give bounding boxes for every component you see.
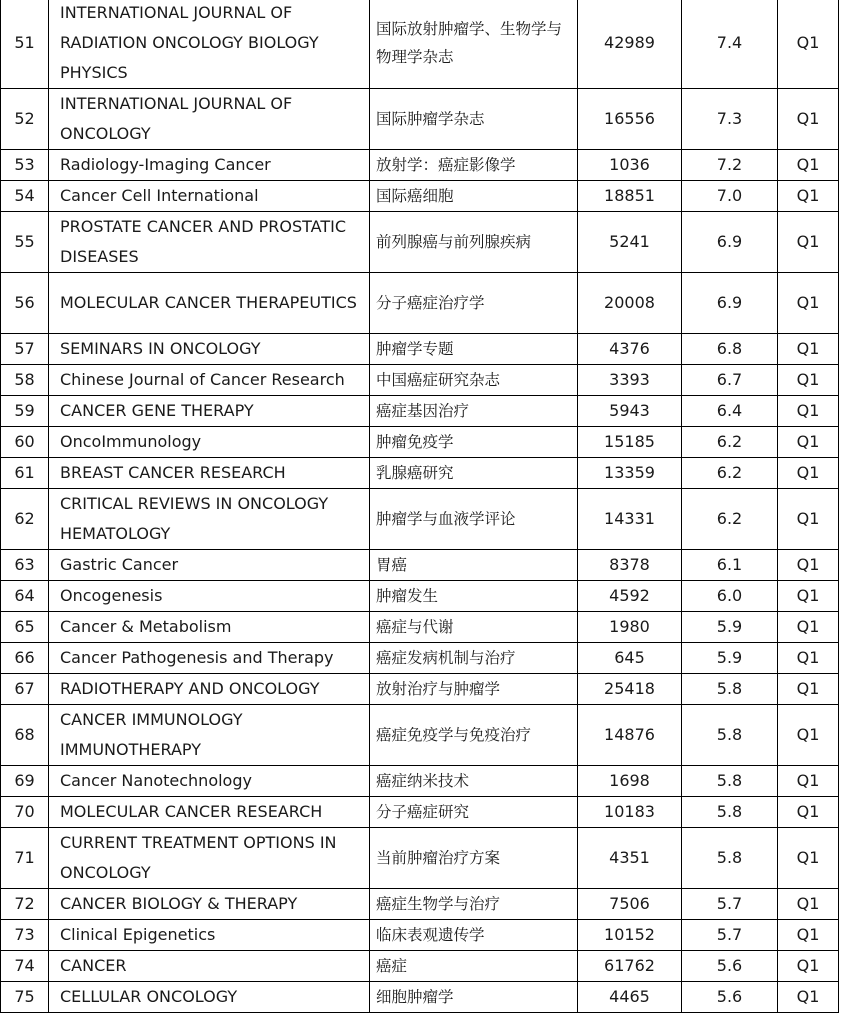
row-number: 57 (1, 334, 49, 365)
row-number: 75 (1, 982, 49, 1013)
jcr-quartile: Q1 (778, 612, 839, 643)
journal-title: CANCER BIOLOGY & THERAPY (49, 889, 370, 920)
journal-chinese-title: 放射学：癌症影像学 (370, 150, 578, 181)
row-number: 73 (1, 920, 49, 951)
jcr-quartile: Q1 (778, 920, 839, 951)
journal-chinese-title: 临床表观遗传学 (370, 920, 578, 951)
citation-count: 42989 (578, 0, 682, 89)
impact-factor: 5.8 (682, 766, 778, 797)
row-number: 71 (1, 828, 49, 889)
citation-count: 25418 (578, 674, 682, 705)
journal-chinese-title: 癌症发病机制与治疗 (370, 643, 578, 674)
journal-title: MOLECULAR CANCER THERAPEUTICS (49, 273, 370, 334)
journal-title: CANCER (49, 951, 370, 982)
journal-title: RADIOTHERAPY AND ONCOLOGY (49, 674, 370, 705)
impact-factor: 5.8 (682, 674, 778, 705)
impact-factor: 5.8 (682, 828, 778, 889)
citation-count: 14331 (578, 489, 682, 550)
impact-factor: 5.7 (682, 920, 778, 951)
jcr-quartile: Q1 (778, 365, 839, 396)
jcr-quartile: Q1 (778, 458, 839, 489)
journal-chinese-title: 癌症基因治疗 (370, 396, 578, 427)
citation-count: 645 (578, 643, 682, 674)
impact-factor: 6.0 (682, 581, 778, 612)
row-number: 68 (1, 705, 49, 766)
jcr-quartile: Q1 (778, 705, 839, 766)
journal-chinese-title: 乳腺癌研究 (370, 458, 578, 489)
impact-factor: 5.7 (682, 889, 778, 920)
impact-factor: 5.9 (682, 612, 778, 643)
impact-factor: 5.8 (682, 705, 778, 766)
table-row (1, 951, 839, 982)
jcr-quartile: Q1 (778, 273, 839, 334)
jcr-quartile: Q1 (778, 581, 839, 612)
row-number: 51 (1, 0, 49, 89)
table-row (1, 334, 839, 365)
impact-factor: 6.9 (682, 212, 778, 273)
citation-count: 13359 (578, 458, 682, 489)
jcr-quartile: Q1 (778, 150, 839, 181)
citation-count: 4376 (578, 334, 682, 365)
table-row (1, 212, 839, 273)
journal-chinese-title: 癌症生物学与治疗 (370, 889, 578, 920)
table-row (1, 396, 839, 427)
jcr-quartile: Q1 (778, 89, 839, 150)
table-row (1, 674, 839, 705)
journal-title: Radiology-Imaging Cancer (49, 150, 370, 181)
citation-count: 10183 (578, 797, 682, 828)
table-row (1, 643, 839, 674)
jcr-quartile: Q1 (778, 766, 839, 797)
impact-factor: 7.3 (682, 89, 778, 150)
row-number: 60 (1, 427, 49, 458)
journal-title: Cancer Pathogenesis and Therapy (49, 643, 370, 674)
impact-factor: 6.7 (682, 365, 778, 396)
journal-title: Oncogenesis (49, 581, 370, 612)
row-number: 62 (1, 489, 49, 550)
row-number: 74 (1, 951, 49, 982)
impact-factor: 6.2 (682, 427, 778, 458)
journal-title: Cancer Nanotechnology (49, 766, 370, 797)
journal-title: INTERNATIONAL JOURNAL OF ONCOLOGY (49, 89, 370, 150)
impact-factor: 6.4 (682, 396, 778, 427)
citation-count: 16556 (578, 89, 682, 150)
row-number: 72 (1, 889, 49, 920)
table-row (1, 365, 839, 396)
citation-count: 4465 (578, 982, 682, 1013)
row-number: 69 (1, 766, 49, 797)
journal-title: INTERNATIONAL JOURNAL OF RADIATION ONCOLOGY BIOLOGY PHYSICS (49, 0, 370, 89)
table-row (1, 489, 839, 550)
impact-factor: 7.0 (682, 181, 778, 212)
journal-title: PROSTATE CANCER AND PROSTATIC DISEASES (49, 212, 370, 273)
citation-count: 61762 (578, 951, 682, 982)
impact-factor: 5.6 (682, 951, 778, 982)
journal-chinese-title: 胃癌 (370, 550, 578, 581)
table-row (1, 550, 839, 581)
row-number: 54 (1, 181, 49, 212)
journal-chinese-title: 癌症免疫学与免疫治疗 (370, 705, 578, 766)
citation-count: 3393 (578, 365, 682, 396)
table-row (1, 427, 839, 458)
citation-count: 8378 (578, 550, 682, 581)
journal-title: CELLULAR ONCOLOGY (49, 982, 370, 1013)
table-row (1, 982, 839, 1013)
table-row (1, 273, 839, 334)
journal-chinese-title: 前列腺癌与前列腺疾病 (370, 212, 578, 273)
jcr-quartile: Q1 (778, 951, 839, 982)
impact-factor: 5.9 (682, 643, 778, 674)
journal-chinese-title: 癌症 (370, 951, 578, 982)
jcr-quartile: Q1 (778, 212, 839, 273)
impact-factor: 7.2 (682, 150, 778, 181)
jcr-quartile: Q1 (778, 643, 839, 674)
journal-title: Cancer Cell International (49, 181, 370, 212)
jcr-quartile: Q1 (778, 489, 839, 550)
impact-factor: 6.1 (682, 550, 778, 581)
journal-chinese-title: 分子癌症治疗学 (370, 273, 578, 334)
citation-count: 1980 (578, 612, 682, 643)
table-row (1, 150, 839, 181)
citation-count: 7506 (578, 889, 682, 920)
table-row (1, 889, 839, 920)
table-row (1, 920, 839, 951)
jcr-quartile: Q1 (778, 550, 839, 581)
jcr-quartile: Q1 (778, 396, 839, 427)
table-row (1, 89, 839, 150)
journal-title: Clinical Epigenetics (49, 920, 370, 951)
row-number: 67 (1, 674, 49, 705)
table-row (1, 828, 839, 889)
journal-title: SEMINARS IN ONCOLOGY (49, 334, 370, 365)
journal-chinese-title: 肿瘤学与血液学评论 (370, 489, 578, 550)
row-number: 58 (1, 365, 49, 396)
journal-chinese-title: 当前肿瘤治疗方案 (370, 828, 578, 889)
journal-chinese-title: 国际放射肿瘤学、生物学与物理学杂志 (370, 0, 578, 89)
journal-title: CANCER GENE THERAPY (49, 396, 370, 427)
journal-chinese-title: 国际癌细胞 (370, 181, 578, 212)
citation-count: 1698 (578, 766, 682, 797)
journal-title: Cancer & Metabolism (49, 612, 370, 643)
citation-count: 20008 (578, 273, 682, 334)
jcr-quartile: Q1 (778, 674, 839, 705)
jcr-quartile: Q1 (778, 427, 839, 458)
jcr-quartile: Q1 (778, 982, 839, 1013)
row-number: 66 (1, 643, 49, 674)
table-row (1, 181, 839, 212)
journal-chinese-title: 癌症纳米技术 (370, 766, 578, 797)
row-number: 55 (1, 212, 49, 273)
jcr-quartile: Q1 (778, 0, 839, 89)
journal-title: Gastric Cancer (49, 550, 370, 581)
row-number: 59 (1, 396, 49, 427)
journal-chinese-title: 肿瘤学专题 (370, 334, 578, 365)
table-row (1, 766, 839, 797)
journal-chinese-title: 肿瘤免疫学 (370, 427, 578, 458)
impact-factor: 6.8 (682, 334, 778, 365)
journal-chinese-title: 肿瘤发生 (370, 581, 578, 612)
impact-factor: 5.8 (682, 797, 778, 828)
impact-factor: 7.4 (682, 0, 778, 89)
row-number: 52 (1, 89, 49, 150)
row-number: 65 (1, 612, 49, 643)
journal-chinese-title: 中国癌症研究杂志 (370, 365, 578, 396)
row-number: 61 (1, 458, 49, 489)
jcr-quartile: Q1 (778, 828, 839, 889)
row-number: 70 (1, 797, 49, 828)
journal-chinese-title: 细胞肿瘤学 (370, 982, 578, 1013)
table-row (1, 0, 839, 89)
citation-count: 15185 (578, 427, 682, 458)
row-number: 53 (1, 150, 49, 181)
journal-chinese-title: 分子癌症研究 (370, 797, 578, 828)
row-number: 56 (1, 273, 49, 334)
jcr-quartile: Q1 (778, 797, 839, 828)
jcr-quartile: Q1 (778, 334, 839, 365)
journal-chinese-title: 放射治疗与肿瘤学 (370, 674, 578, 705)
journal-title: CRITICAL REVIEWS IN ONCOLOGY HEMATOLOGY (49, 489, 370, 550)
journal-title: Chinese Journal of Cancer Research (49, 365, 370, 396)
journal-title: OncoImmunology (49, 427, 370, 458)
impact-factor: 6.9 (682, 273, 778, 334)
citation-count: 18851 (578, 181, 682, 212)
citation-count: 14876 (578, 705, 682, 766)
table-row (1, 581, 839, 612)
impact-factor: 6.2 (682, 489, 778, 550)
row-number: 64 (1, 581, 49, 612)
citation-count: 4351 (578, 828, 682, 889)
table-row (1, 797, 839, 828)
jcr-quartile: Q1 (778, 889, 839, 920)
jcr-quartile: Q1 (778, 181, 839, 212)
journal-title: BREAST CANCER RESEARCH (49, 458, 370, 489)
citation-count: 5241 (578, 212, 682, 273)
citation-count: 4592 (578, 581, 682, 612)
table-body (1, 0, 839, 1013)
row-number: 63 (1, 550, 49, 581)
table-row (1, 458, 839, 489)
impact-factor: 5.6 (682, 982, 778, 1013)
table-row (1, 612, 839, 643)
table-row (1, 705, 839, 766)
journal-title: MOLECULAR CANCER RESEARCH (49, 797, 370, 828)
journal-chinese-title: 国际肿瘤学杂志 (370, 89, 578, 150)
journal-title: CURRENT TREATMENT OPTIONS IN ONCOLOGY (49, 828, 370, 889)
citation-count: 5943 (578, 396, 682, 427)
impact-factor: 6.2 (682, 458, 778, 489)
citation-count: 1036 (578, 150, 682, 181)
journal-chinese-title: 癌症与代谢 (370, 612, 578, 643)
journal-title: CANCER IMMUNOLOGY IMMUNOTHERAPY (49, 705, 370, 766)
citation-count: 10152 (578, 920, 682, 951)
